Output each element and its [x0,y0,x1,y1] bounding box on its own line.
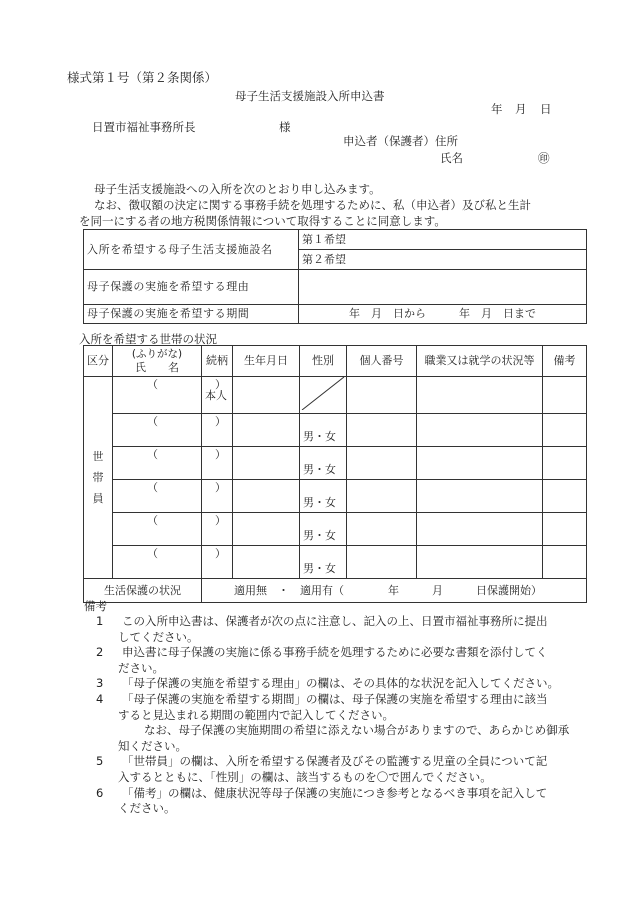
birthdate-field[interactable] [233,513,300,546]
note-item [96,614,569,645]
name-field[interactable] [113,480,226,513]
form-title: 母子生活支援施設入所申込書 [235,89,385,103]
paren-close: ） [215,547,226,561]
note-text: 「母子保護の実施を希望する理由」の欄は、その具体的な状況を記入してください。 [122,676,559,691]
member-label-char: 帯 [92,471,104,484]
note-text-cont: 知ください。 [118,738,187,753]
note-item [96,723,569,754]
sex-na-cell [300,377,347,414]
note-text-cont: 入するとともに、「性別」の欄は、該当するものを〇で囲んでください。 [118,769,492,784]
member-label [84,377,113,579]
choice-1-field[interactable]: 第１希望 [299,230,587,250]
welfare-status-field[interactable]: 適用無 ・ 適用有（ 年 月 日保護開始） [202,579,587,603]
header-relation: 続柄 [202,346,233,377]
name-field[interactable] [113,546,226,579]
choice-2-field[interactable]: 第２希望 [299,250,587,270]
note-text: 「世帯員」の欄は、入所を希望する保護者及びその監護する児童の全員について記 [122,754,548,769]
personal-number-field[interactable] [347,546,417,579]
request-table [83,229,587,324]
period-label: 母子保護の実施を希望する期間 [84,305,299,324]
header-name [113,346,202,377]
personal-number-field[interactable] [347,414,417,447]
note-item [96,786,569,817]
reason-label: 母子保護の実施を希望する理由 [84,270,299,305]
table-row [84,480,587,513]
header-personal-number: 個人番号 [347,346,417,377]
note-text-cont: してください。 [118,629,199,644]
personal-number-field[interactable] [347,447,417,480]
personal-number-field[interactable] [347,480,417,513]
paren-close: ） [215,415,226,429]
occupation-field[interactable] [417,513,543,546]
member-label-char: 世 [92,449,104,463]
name-field[interactable] [113,513,226,546]
seal-mark: ㊞ [538,151,550,165]
header-name-text: 氏 名 [135,360,179,374]
sex-field[interactable]: 男・女 [300,546,347,579]
occupation-field[interactable] [417,377,543,414]
note-text-cont: すると見込まれる期間の範囲内で記入してください。 [118,707,394,722]
household-table [83,345,587,603]
birthdate-field[interactable] [233,447,300,480]
personal-number-field[interactable] [347,513,417,546]
note-text: 申込書に母子保護の実施に係る事務手続を処理するために必要な書類を添付してく [122,645,548,660]
table-row [84,546,587,579]
date-month-label: 月 [515,102,527,116]
note-number: 3 [96,676,104,691]
note-number [96,723,118,754]
notes-title: 備考 [84,599,107,613]
paren-close: ） [215,514,226,528]
intro-line-3: を同一にする者の地方税関係情報について取得することに同意します。 [79,214,446,228]
header-furigana: (ふりがな) [131,348,183,361]
occupation-field[interactable] [417,414,543,447]
paren-close: ） [215,378,226,391]
name-field[interactable] [113,447,226,480]
member-label-char: 員 [92,492,104,506]
note-text: 「母子保護の実施を希望する期間」の欄は、母子保護の実施を希望する理由に該当 [122,691,548,706]
addressee: 日置市福祉事務所長 [92,120,196,134]
paren-close: ） [215,448,226,462]
remarks-field[interactable] [543,447,587,480]
note-item [96,676,569,692]
household-section-title: 入所を希望する世帯の状況 [79,332,217,346]
applicant-name-label: 氏名 [440,151,463,165]
name-field[interactable] [113,414,226,447]
note-text: 「備考」の欄は、健康状況等母子保護の実施につき参考となるべき事項を記入して [122,785,548,800]
paren-open: （ [147,448,158,462]
header-remarks: 備考 [543,346,587,377]
occupation-field[interactable] [417,447,543,480]
reason-field[interactable] [299,270,587,305]
addressee-honorific: 様 [279,120,291,134]
note-number: 4 [96,691,104,706]
occupation-field[interactable] [417,480,543,513]
sex-field[interactable]: 男・女 [300,480,347,513]
paren-open: （ [147,415,158,429]
intro-line-1: 母子生活支援施設への入所を次のとおり申し込みます。 [94,182,381,196]
date-year-label: 年 [491,102,503,116]
header-occupation: 職業又は就学の状況等 [417,346,543,377]
birthdate-field[interactable] [233,377,300,414]
paren-open: （ [147,547,158,561]
paren-open: （ [147,514,158,528]
sex-field[interactable]: 男・女 [300,513,347,546]
remarks-field[interactable] [543,377,587,414]
note-text-cont: ださい。 [118,660,164,675]
note-text: なお、母子保護の実施期間の希望に添えない場合がありますので、あらかじめ御承 [144,723,570,738]
remarks-field[interactable] [543,414,587,447]
diagonal-slash [300,377,346,410]
note-item [96,645,569,676]
date-day-label: 日 [540,102,552,116]
paren-open: （ [147,481,158,495]
header-sex: 性別 [300,346,347,377]
form-number: 様式第１号（第２条関係） [67,70,218,85]
note-item [96,692,569,723]
occupation-field[interactable] [417,546,543,579]
relation-self: 本人 [202,377,233,414]
paren-close: ） [215,481,226,495]
birthdate-field[interactable] [233,546,300,579]
note-item [96,754,569,785]
facility-label: 入所を希望する母子生活支援施設名 [84,230,299,270]
header-kubun: 区分 [84,346,113,377]
header-birthdate: 生年月日 [233,346,300,377]
note-text-cont: ください。 [118,801,176,816]
birthdate-field[interactable] [233,414,300,447]
birthdate-field[interactable] [233,480,300,513]
note-number: 5 [96,754,104,769]
intro-line-2: なお、徴収額の決定に関する事務手続を処理するために、私（申込者）及び私と生計 [94,198,531,212]
remarks-field[interactable] [543,513,587,546]
note-number: 1 [96,614,104,628]
personal-number-field[interactable] [347,377,417,414]
remarks-field[interactable] [543,480,587,513]
note-number: 6 [96,785,104,800]
note-number: 2 [96,645,104,660]
applicant-address-label: 申込者（保護者）住所 [343,134,458,148]
sex-field[interactable]: 男・女 [300,414,347,447]
note-text: この入所申込書は、保護者が次の点に注意し、記入の上、日置市福祉事務所に提出 [122,614,548,628]
period-field[interactable]: 年 月 日から 年 月 日まで [299,305,587,324]
welfare-label: 生活保護の状況 [84,579,202,603]
table-row [84,414,587,447]
notes-list [96,614,569,817]
remarks-field[interactable] [543,546,587,579]
sex-field[interactable]: 男・女 [300,447,347,480]
table-row [84,513,587,546]
paren-open: （ [147,378,158,391]
table-row [84,447,587,480]
